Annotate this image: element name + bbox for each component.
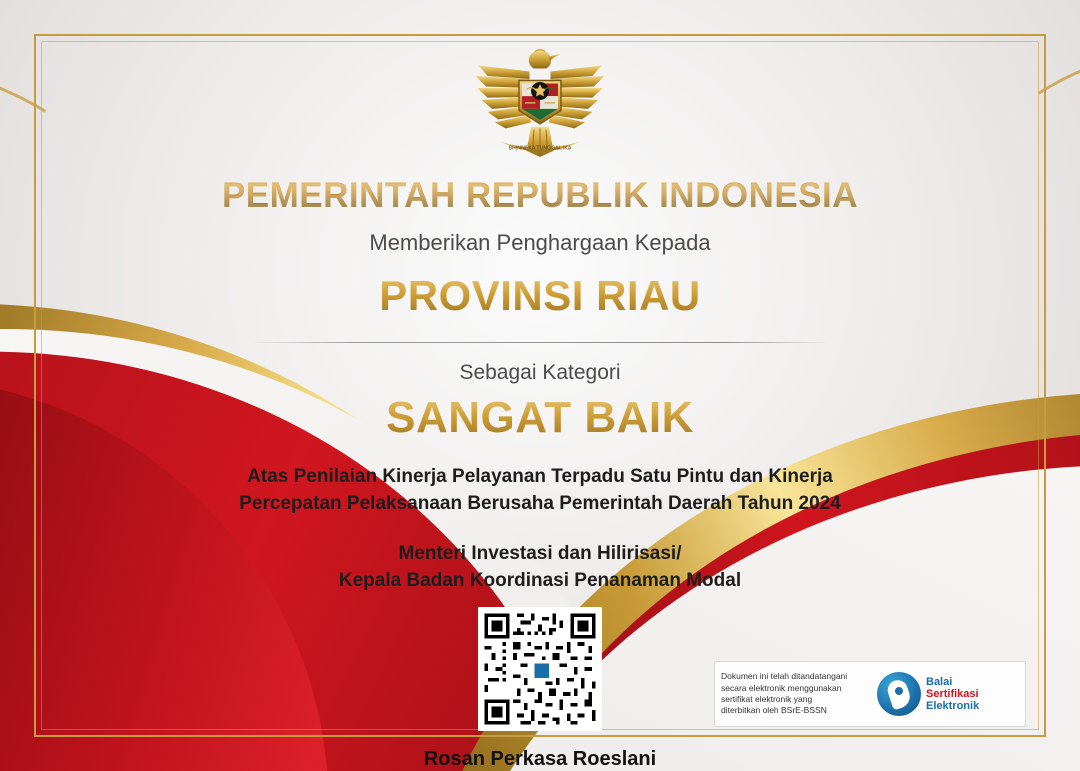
bsre-notice-line-4: diterbitkan oleh BSrE-BSSN: [721, 705, 827, 716]
category-label: Sebagai Kategori: [459, 360, 621, 384]
bsre-logo-line-3: Elektronik: [926, 700, 980, 713]
award-reason-line-2: Percepatan Pelaksanaan Berusaha Pemerintah Daerah Tahun 2024: [239, 493, 841, 515]
qr-code-icon[interactable]: [478, 607, 602, 731]
signer-title-line-1: Menteri Investasi dan Hilirisasi/: [398, 542, 682, 564]
signer-title: [339, 540, 741, 595]
qr-code-wrapper[interactable]: [478, 607, 602, 736]
bsre-logo-line-1: Balai: [926, 675, 953, 688]
issuer-title: PEMERINTAH REPUBLIK INDONESIA: [221, 175, 859, 215]
bsre-notice-text: [721, 671, 873, 717]
recipient-name: PROVINSI RIAU: [379, 271, 701, 319]
award-reason: [239, 463, 841, 518]
garuda-pancasila-emblem: [462, 46, 618, 166]
bsre-seal-icon: [877, 672, 921, 716]
bsre-notice-line-1: Dokumen ini telah ditandatangani: [721, 671, 848, 682]
bsre-notice-line-3: sertifikat elektronik yang: [721, 694, 813, 704]
award-reason-line-1: Atas Penilaian Kinerja Pelayanan Terpadu Satu Pintu dan Kinerja: [247, 465, 833, 487]
bsre-logo-text: [926, 676, 979, 713]
bsre-notice-line-2: secara elektronik menggunakan: [721, 682, 842, 693]
bsre-logo-line-2: Sertifikasi: [926, 687, 979, 700]
signer-name: Rosan Perkasa Roeslani: [423, 748, 657, 770]
svg-text:BHINNEKA TUNGGAL IKA: BHINNEKA TUNGGAL IKA: [508, 145, 572, 152]
bsre-logo: [877, 672, 979, 716]
bsre-electronic-signature-stamp: [714, 661, 1026, 727]
section-divider: [250, 342, 830, 343]
category-value: SANGAT BAIK: [386, 392, 694, 442]
signer-title-line-2: Kepala Badan Koordinasi Penanaman Modal: [338, 570, 742, 592]
awarding-line: Memberikan Penghargaan Kepada: [369, 229, 711, 255]
